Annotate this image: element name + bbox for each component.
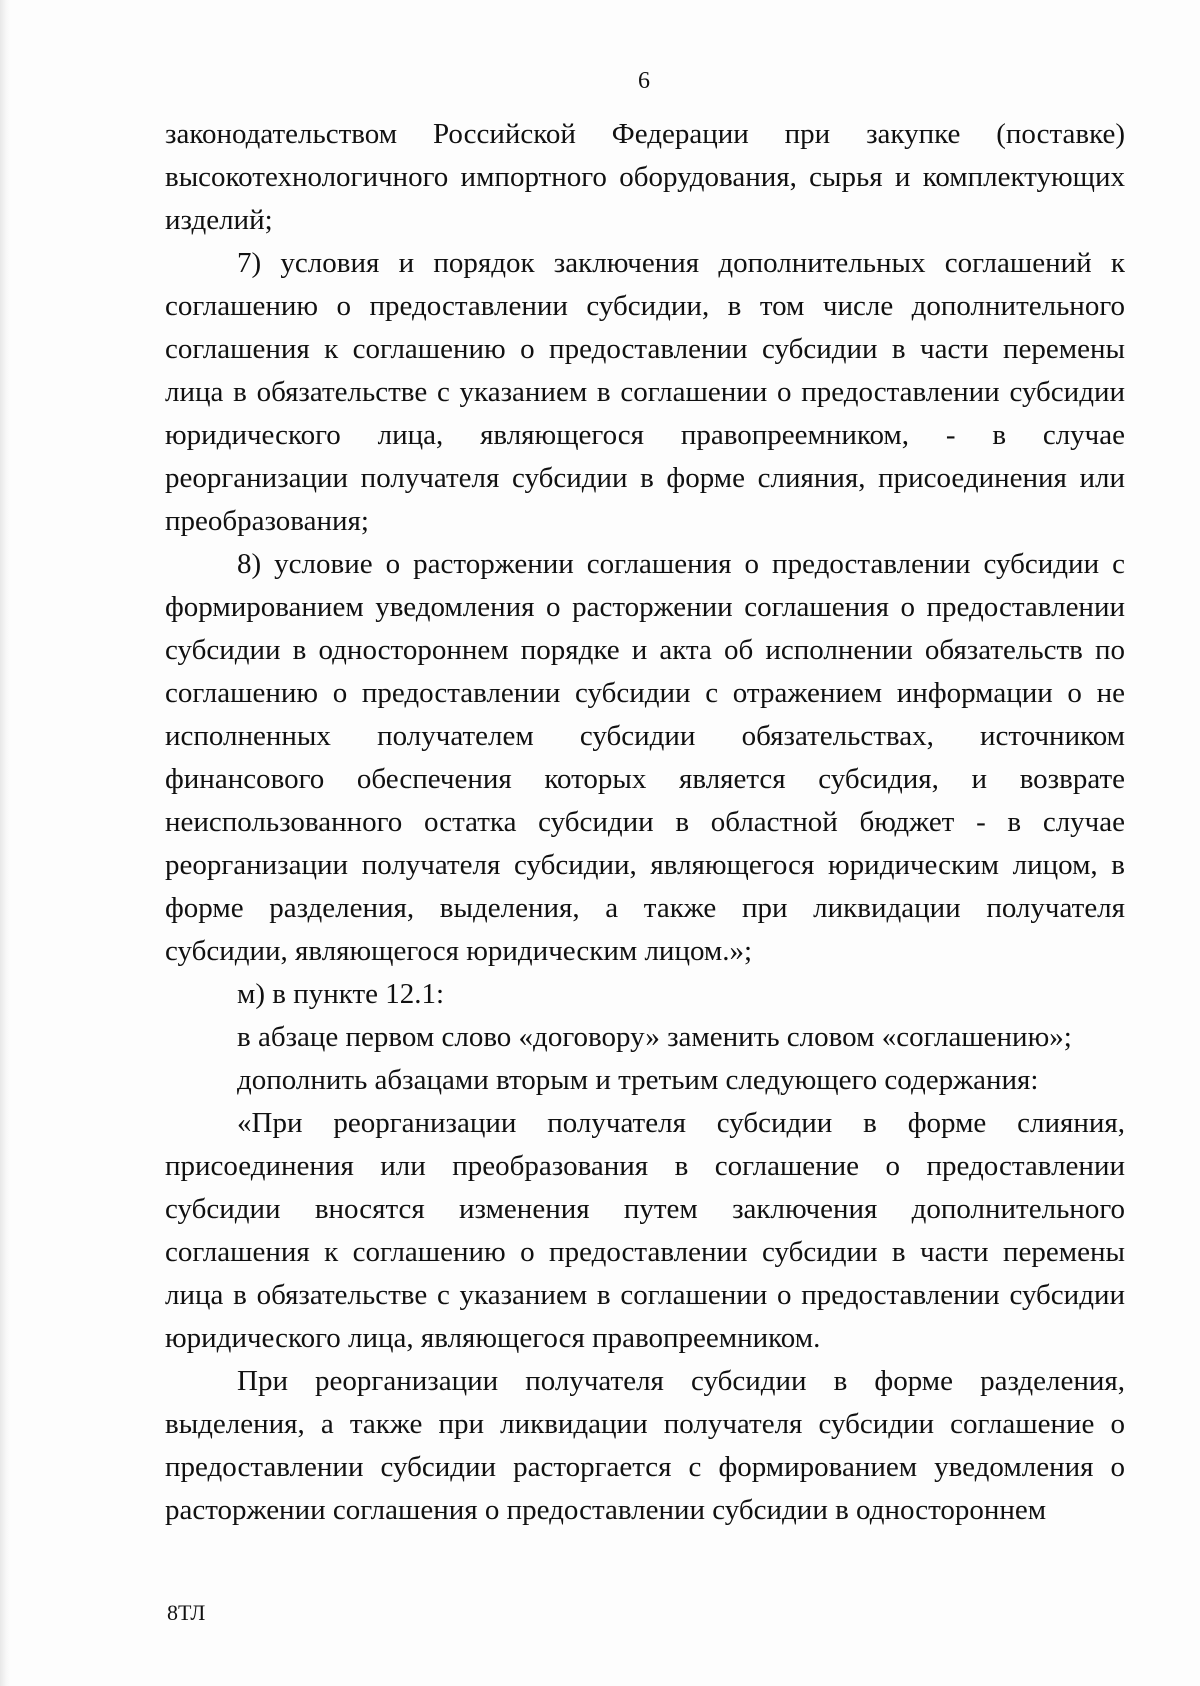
paragraph-reorganization-merger: «При реорганизации получателя субсидии в форме слияния, присоединения или преобразования в соглашение о предоставлении субсидии вносятся изменения путем заключения дополнительного соглашения к соглашению о предоставлении субсидии в части перемены лица в обязательстве с указанием в соглашении о предоставлении субсидии юридического лица, являющегося правопреемником.: [165, 1107, 1125, 1354]
paragraph-add-amendment: дополнить абзацами вторым и третьим следующего содержания:: [237, 1064, 1039, 1096]
paragraph-item-7: 7) условия и порядок заключения дополнительных соглашений к соглашению о предоставлении субсидии, в том числе дополнительного соглашения к соглашению о предоставлении субсидии в части перемены лица в обязательстве с указанием в соглашении о предоставлении субсидии юридического лица, являющегося правопреемником, - в случае реорганизации получателя субсидии в форме слияния, присоединения или преобразования;: [165, 247, 1125, 537]
footer-code: 8ТЛ: [167, 1600, 206, 1625]
paragraph-subitem-m: м) в пункте 12.1:: [237, 978, 445, 1010]
scan-edge: [0, 0, 10, 1686]
paragraph-continuation: законодательством Российской Федерации при закупке (поставке) высокотехнологичного импортного оборудования, сырья и комплектующих изделий;: [165, 118, 1125, 236]
paragraph-item-8: 8) условие о расторжении соглашения о предоставлении субсидии с формированием уведомления о расторжении соглашения о предоставлении субсидии в одностороннем порядке и акта об исполнении обязательств по соглашению о предоставлении субсидии с отражением информации о не исполненных получателем субсидии обязательствах, источником финансового обеспечения которых является субсидия, и возврате неиспользованного остатка субсидии в областной бюджет - в случае реорганизации получателя субсидии, являющегося юридическим лицом, в форме разделения, выделения, а также при ликвидации получателя субсидии, являющегося юридическим лицом.»;: [165, 548, 1125, 967]
paragraph-reorganization-division: При реорганизации получателя субсидии в форме разделения, выделения, а также при ликвидации получателя субсидии соглашение о предоставлении субсидии расторгается с формированием уведомления о расторжении соглашения о предоставлении субсидии в одностороннем: [165, 1365, 1125, 1526]
paragraph-first-amendment: в абзаце первом слово «договору» заменить словом «соглашению»;: [237, 1021, 1072, 1053]
document-body: [165, 113, 1125, 1532]
page-number: 6: [638, 68, 650, 94]
